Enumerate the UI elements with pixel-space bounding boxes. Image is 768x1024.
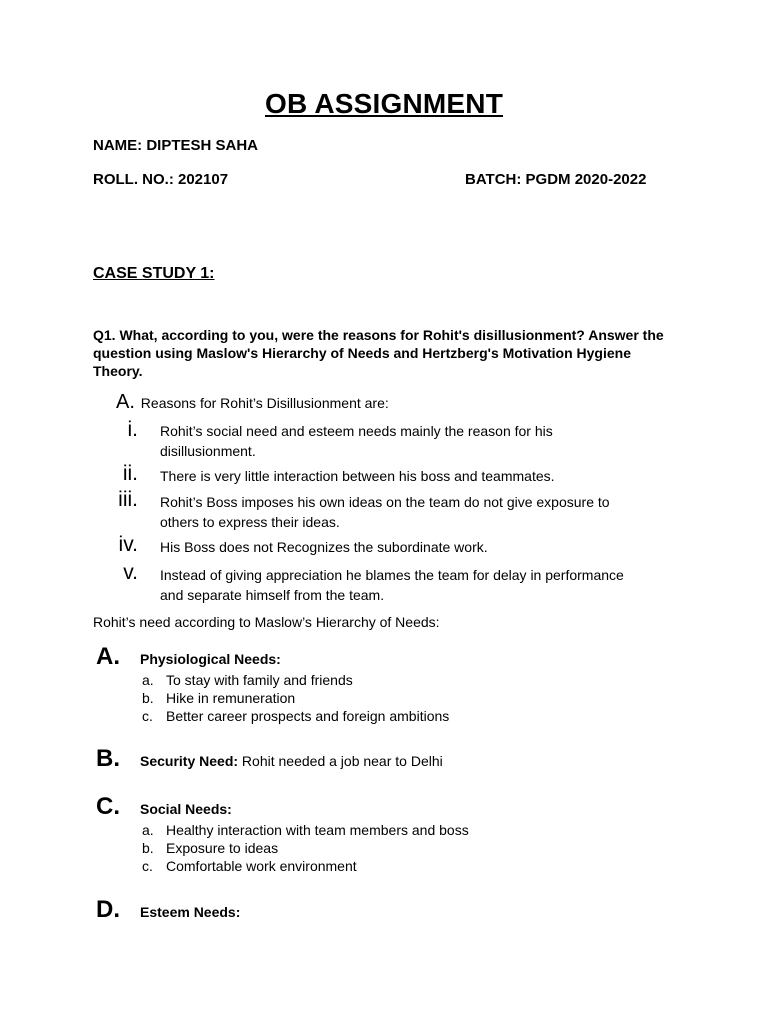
need-title: Social Needs:	[140, 801, 232, 817]
sub-marker: c.	[142, 858, 153, 874]
reason-line: and separate himself from the team.	[160, 587, 385, 603]
sub-text: Better career prospects and foreign ambitions	[166, 708, 450, 724]
reason-item	[160, 565, 680, 605]
reason-number: v.	[123, 561, 138, 584]
reason-line: There is very little interaction between his boss and teammates.	[160, 468, 555, 484]
reasons-heading	[116, 391, 389, 414]
reason-item	[160, 537, 680, 557]
sub-text: Hike in remuneration	[166, 690, 296, 706]
reasons-letter: A.	[116, 391, 135, 413]
reason-line: Rohit’s social need and esteem needs mainly the reason for his	[160, 423, 553, 439]
sub-text: Exposure to ideas	[166, 840, 279, 856]
sub-marker: b.	[142, 840, 154, 856]
sub-marker: b.	[142, 690, 154, 706]
maslow-intro: Rohit’s need according to Maslow’s Hierarchy of Needs:	[93, 614, 440, 630]
need-letter: A.	[96, 643, 120, 670]
student-name: NAME: DIPTESH SAHA	[93, 137, 259, 154]
question-text: Q1. What, according to you, were the reasons for Rohit's disillusionment? Answer the question using Maslow's Hierarchy of Needs and Hertzberg's Motivation Hygiene Theory.	[93, 327, 664, 379]
sub-marker: a.	[142, 822, 154, 838]
sub-marker: c.	[142, 708, 153, 724]
reason-item	[160, 466, 680, 486]
need-title: Security Need:	[140, 753, 239, 769]
batch: BATCH: PGDM 2020-2022	[465, 171, 647, 188]
reason-item	[160, 421, 680, 461]
reason-number: ii.	[122, 462, 138, 485]
need-title: Physiological Needs:	[140, 651, 281, 667]
need-heading	[140, 753, 443, 769]
reason-number: iv.	[118, 533, 138, 556]
reason-line: disillusionment.	[160, 443, 256, 459]
reason-line: Instead of giving appreciation he blames the team for delay in performance	[160, 567, 624, 583]
need-letter: D.	[96, 896, 120, 923]
sub-marker: a.	[142, 672, 154, 688]
case-study-heading: CASE STUDY 1:	[93, 265, 215, 282]
reasons-heading-text: Reasons for Rohit’s Disillusionment are:	[140, 395, 389, 411]
need-heading	[140, 801, 232, 817]
need-letter: B.	[96, 745, 120, 772]
reason-number: i.	[127, 418, 138, 441]
need-title: Esteem Needs:	[140, 904, 241, 920]
document-title: OB ASSIGNMENT	[264, 88, 504, 119]
reason-number: iii.	[118, 488, 138, 511]
reason-line: others to express their ideas.	[160, 514, 340, 530]
sub-text: Healthy interaction with team members and boss	[166, 822, 469, 838]
reason-line: His Boss does not Recognizes the subordinate work.	[160, 539, 488, 555]
sub-text: Comfortable work environment	[166, 858, 357, 874]
sub-text: To stay with family and friends	[166, 672, 353, 688]
need-heading	[140, 904, 240, 920]
reason-item	[160, 492, 680, 532]
need-detail: Rohit needed a job near to Delhi	[238, 753, 443, 769]
roll-number: ROLL. NO.: 202107	[93, 171, 229, 188]
reason-line: Rohit’s Boss imposes his own ideas on the team do not give exposure to	[160, 494, 610, 510]
need-heading	[140, 651, 281, 667]
need-letter: C.	[96, 793, 120, 820]
